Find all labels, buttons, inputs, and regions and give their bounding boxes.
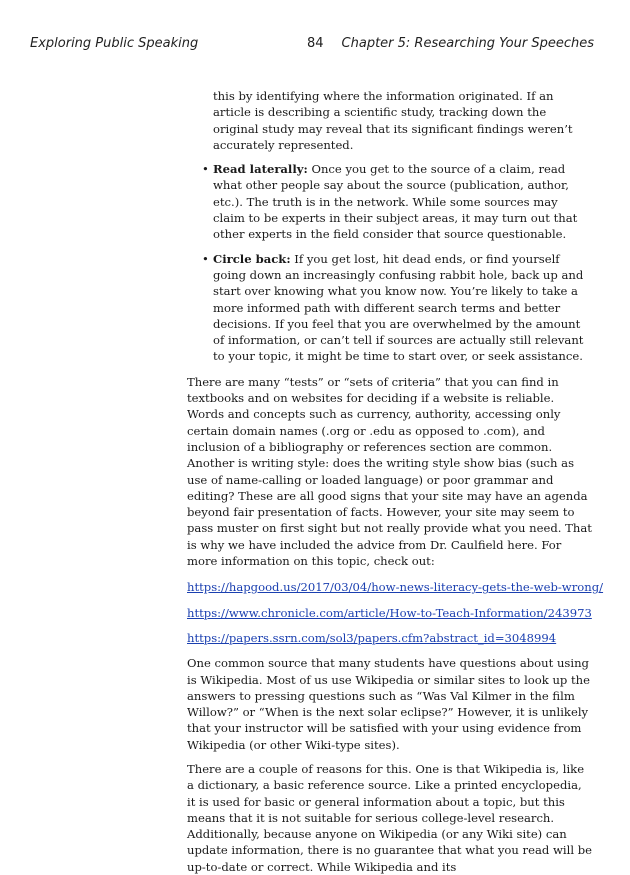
page-header [0,36,630,56]
chapter-title: Chapter 5: Researching Your Speeches [341,36,594,51]
bullet-icon: • [202,251,209,266]
bullet-icon: • [202,162,209,177]
link-list [187,579,604,646]
page-number: 84 [307,36,324,51]
bullet-term: Circle back: [213,251,291,266]
bullet-text: If you get lost, hit dead ends, or find yourself going down an increasingly confusing rabbit hole, back up and start over knowing what you know now. You’re likely to take a more informed path with different search terms and better decisions. If you feel that you are overwhelmed by the amount of information, or can’t tell if sources are actually still relevant to your topic, it might be time to start over, or seek assistance. [213,251,584,364]
bullet-term: Read laterally: [213,162,308,177]
bullet-text: Once you get to the source of a claim, read what other people say about the source (publication, author, etc.). The truth is in the network. While some sources may claim to be experts in their subject areas, it may turn out that other experts in the field consider that source questionable. [213,162,578,242]
intro-continuation: this by identifying where the information originated. If an article is describing a scientific study, tracking down the original study may reveal that its significant findings weren’t accurately represented. [213,89,573,152]
paragraph-criteria: There are many “tests” or “sets of criteria” that you can find in textbooks and on websites for deciding if a website is reliable. Words and concepts such as currency, authority, accessing only certain domain names (.org or .edu as opposed to .com), and inclusion of a bibliography or references section are common. Another is writing style: does the writing style show bias (such as use of name-calling or loaded language) or poor grammar and editing? These are all good signs that your site may have an agenda beyond fair presentation of facts. However, your site may seem to pass muster on first sight but not really provide what you need. That is why we have included the advice from Dr. Caulfield here. For more information on this topic, check out: [187,374,592,569]
paragraph-wikipedia: One common source that many students have questions about using is Wikipedia. Most of us use Wikipedia or similar sites to look up the answers to pressing questions such as “Was Val Kilmer in the film Willow?” or “When is the next solar eclipse?” However, it is unlikely that your instructor will be satisfied with your using evidence from Wikipedia (or other Wiki-type sites). [187,656,591,752]
link-chronicle[interactable]: https://www.chronicle.com/article/How-to-Teach-Information/243973 [187,605,592,620]
list-item [187,251,592,365]
link-hapgood[interactable]: https://hapgood.us/2017/03/04/how-news-literacy-gets-the-web-wrong/ [187,580,604,595]
list-item [187,161,592,242]
page-body [187,88,604,875]
book-title: Exploring Public Speaking [30,36,199,51]
bullet-list [187,161,592,365]
link-ssrn[interactable]: https://papers.ssrn.com/sol3/papers.cfm?abstract_id=3048994 [187,630,557,645]
paragraph-reasons: There are a couple of reasons for this. One is that Wikipedia is, like a dictionary, a basic reference source. Like a printed encyclopedia, it is used for basic or general information about a topic, but this means that it is not suitable for serious college-level research. Additionally, because anyone on Wikipedia (or any Wiki site) can update information, there is no guarantee that what you read will be up-to-date or correct. While Wikipedia and its [187,761,592,874]
